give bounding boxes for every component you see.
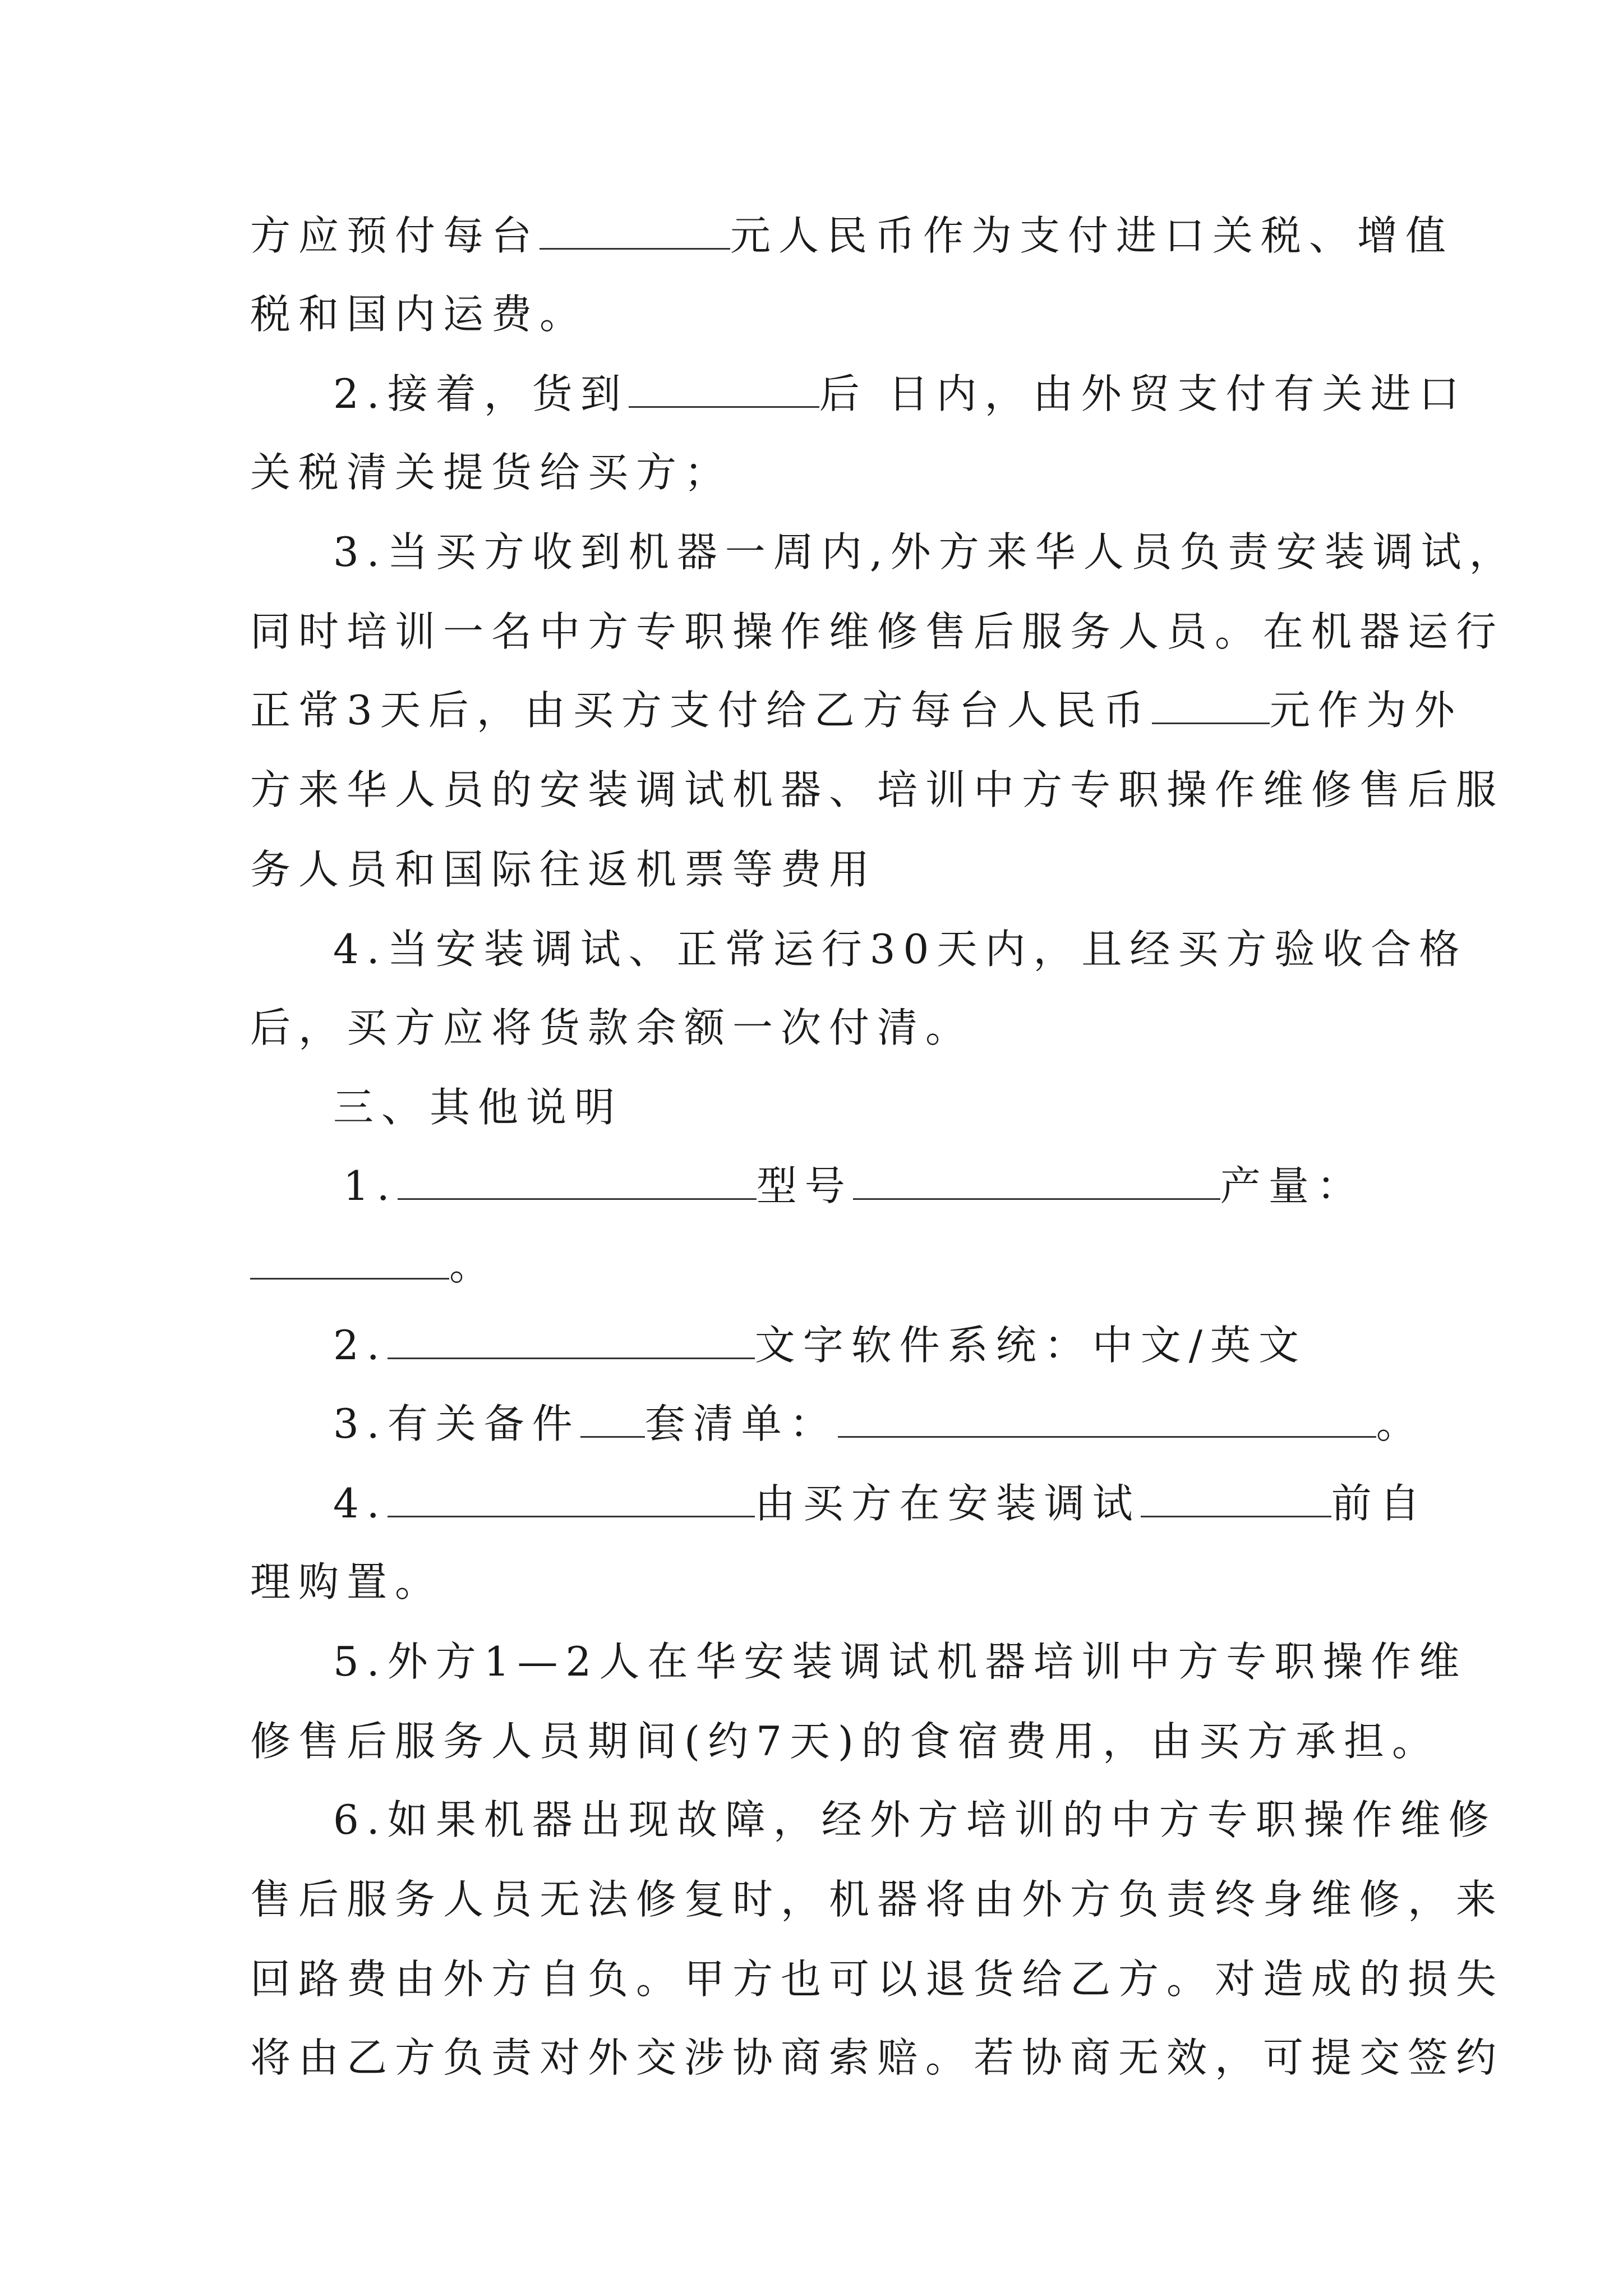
text-line: 正常3天后，由买方支付给乙方每台人民币 元作为外 [250,687,1463,734]
text-line: 3.有关备件 套清单： 。 [333,1400,1424,1447]
text-line: 关税清关提货给买方； [250,449,733,496]
text-line: 理购置。 [250,1558,444,1605]
text-line: 2. 文字软件系统：中文/英文 [333,1322,1307,1369]
text-line: 售后服务人员无法修复时，机器将由外方负责终身维修，来 [250,1876,1505,1923]
text-line: 3.当买方收到机器一周内,外方来华人员负责安装调试， [333,528,1518,576]
fill-in-blank [540,214,730,250]
text-line: 4. 由买方在安装调试 前自 [333,1480,1428,1527]
fill-in-blank [853,1165,1220,1200]
fill-in-blank [388,1482,755,1517]
text-line: 同时培训一名中方专职操作维修售后服务人员。在机器运行 [250,608,1505,655]
text-line: 1. 型号 产量： [343,1162,1365,1209]
text-line: 务人员和国际往返机票等费用 [250,846,878,893]
text-line: 后，买方应将货款余额一次付清。 [250,1004,974,1051]
text-line: 回路费由外方自负。甲方也可以退货给乙方。对造成的损失 [250,1955,1505,2003]
fill-in-blank [250,1244,449,1280]
text-line: 4.当安装调试、正常运行30天内，且经买方验收合格 [333,926,1468,973]
text-line: 方应预付每台 元人民币作为支付进口关税、增值 [250,212,1454,259]
fill-in-blank [580,1402,645,1438]
text-line: 。 [250,1239,497,1292]
text-line: 将由乙方负责对外交涉协商索赔。若协商无效，可提交签约 [250,2034,1505,2081]
text-line: 税和国内运费。 [250,291,588,338]
fill-in-blank [629,372,819,408]
section-heading: 三、其他说明 [333,1084,623,1131]
text-line: 修售后服务人员期间(约7天)的食宿费用，由买方承担。 [250,1718,1440,1765]
fill-in-blank [838,1402,1376,1438]
text-line: 5.外方1—2人在华安装调试机器培训中方专职操作维 [333,1638,1468,1685]
text-line: 6.如果机器出现故障，经外方培训的中方专职操作维修 [333,1796,1497,1843]
text-line: 2.接着，货到 后 日内，由外贸支付有关进口 [333,370,1467,417]
fill-in-blank [398,1165,757,1200]
fill-in-blank [1141,1482,1331,1517]
text-line: 方来华人员的安装调试机器、培训中方专职操作维修售后服 [250,766,1505,813]
fill-in-blank [388,1324,755,1359]
fill-in-blank [1152,689,1270,724]
